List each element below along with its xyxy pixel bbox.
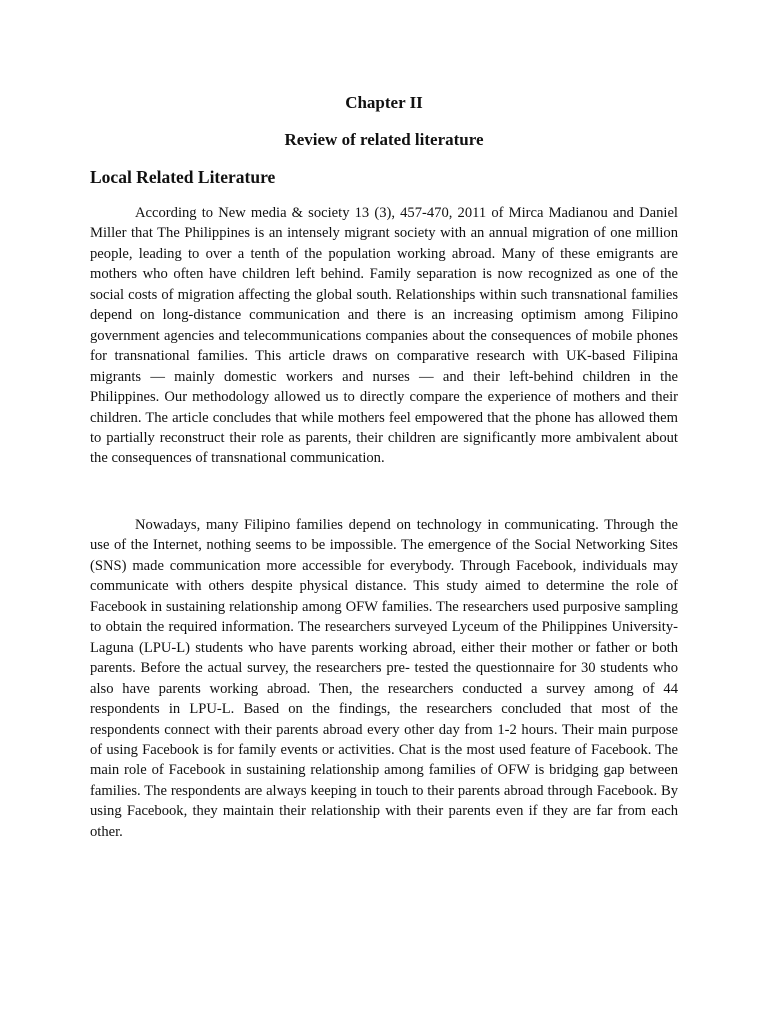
subsection-heading: Local Related Literature: [90, 167, 276, 187]
section-heading: Review of related literature: [284, 130, 484, 149]
chapter-heading: Chapter II: [345, 93, 423, 112]
paragraph-facebook-ofw: Nowadays, many Filipino families depend on technology in communicating. Through the use of the Internet, nothing seems to be impossible. The emergence of the Social Networking Sites (SNS) made communication more accessible for everybody. Through Facebook, individuals may communicate with others despite physical distance. This study aimed to determine the role of Facebook in sustaining relationship among OFW families. The researchers used purposive sampling to obtain the required information. The researchers surveyed Lyceum of the Philippines University-Laguna (LPU-L) students who have parents working abroad, either their mother or father or both parents. Before the actual survey, the researchers pre- tested the questionnaire for 30 students who also have parents working abroad. Then, the researchers conducted a survey among of 44 respondents in LPU-L. Based on the findings, the researchers concluded that most of the respondents connect with their parents abroad every other day from 1-2 hours. Their main purpose of using Facebook is for family events or activities. Chat is the most used feature of Facebook. The main role of Facebook in sustaining relationship among families of OFW is bridging gap between families. The respondents are always keeping in touch to their parents abroad through Facebook. By using Facebook, they maintain their relationship with their parents even if they are far from each other.: [90, 517, 678, 840]
paragraph-madianou-miller: According to New media & society 13 (3), 457-470, 2011 of Mirca Madianou and Daniel Miller that The Philippines is an intensely migrant society with an annual migration of one million people, leading to over a tenth of the population working abroad. Many of these emigrants are mothers who often have children left behind. Family separation is now recognized as one of the social costs of migration affecting the global south. Relationships within such transnational families depend on long-distance communication and there is an increasing optimism among Filipino government agencies and telecommunications companies about the consequences of mobile phones for transnational families. This article draws on comparative research with UK-based Filipina migrants — mainly domestic workers and nurses — and their left-behind children in the Philippines. Our methodology allowed us to directly compare the experience of mothers and their children. The article concludes that while mothers feel empowered that the phone has allowed them to partially reconstruct their role as parents, their children are significantly more ambivalent about the consequences of transnational communication.: [90, 205, 678, 467]
